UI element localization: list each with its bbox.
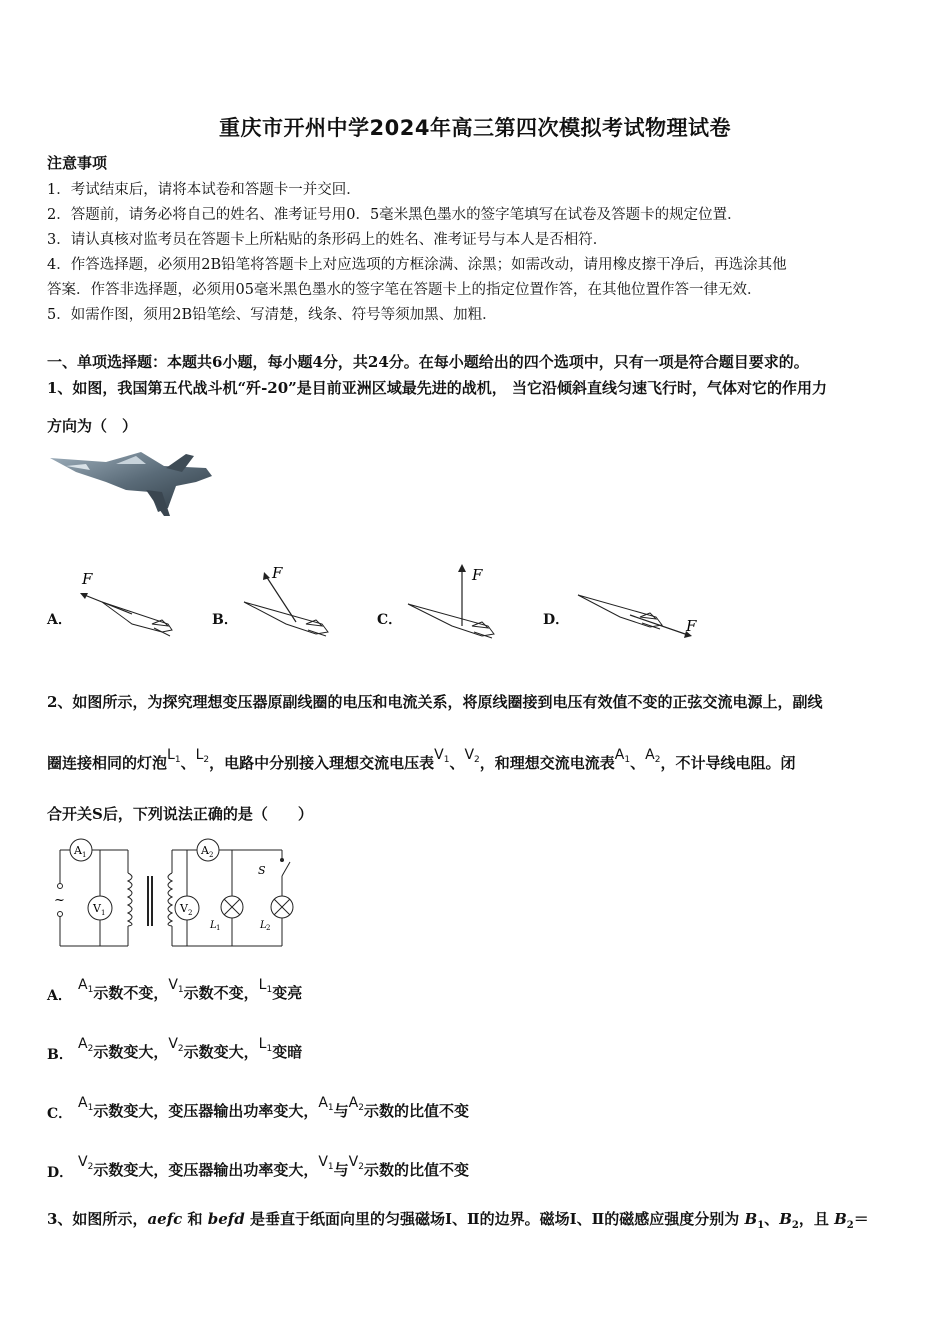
svg-text:1: 1	[216, 924, 221, 932]
page-title: 重庆市开州中学2024年高三第四次模拟考试物理试卷	[219, 116, 731, 140]
q2-option-a-label: A．	[47, 988, 72, 1004]
svg-text:2: 2	[266, 924, 271, 932]
q2-option-d-text: $V_2$示数变大，变压器输出功率变大，$V_1$与$V_2$示数的比值不变	[78, 1154, 469, 1179]
notice-item: 3．请认真核对监考员在答题卡上所粘贴的条形码上的姓名、准考证号与本人是否相符．	[47, 232, 608, 248]
notice-item: 5．如需作图，须用2B铅笔绘、写清楚，线条、符号等须加黑、加粗．	[47, 307, 497, 323]
q2-option-c-label: C．	[47, 1106, 73, 1122]
svg-text:V: V	[93, 902, 101, 915]
q2-stem-line3: 合开关S后，下列说法正确的是（ ）	[47, 805, 313, 823]
notice-item: 答案．作答非选择题，必须用05毫米黑色墨水的签字笔在答题卡上的指定位置作答，在其他位置作答一律无效．	[47, 282, 762, 298]
q2-stem-line1: 2、如图所示，为探究理想变压器原副线圈的电压和电流关系，将原线圈接到电压有效值不变的正弦交流电源上，副线	[47, 693, 823, 711]
q2-option-a-text: $A_1$示数不变，$V_1$示数不变，$L_1$变亮	[78, 977, 303, 1002]
q1-option-b-diagram	[236, 562, 346, 642]
notice-heading: 注意事项	[47, 154, 108, 172]
q1-stem-line1: 1、如图，我国第五代战斗机“歼-20”是目前亚洲区域最先进的战机， 当它沿倾斜直线匀速飞行时，气体对它的作用力	[47, 379, 828, 397]
jet-fighter-image	[46, 446, 216, 522]
q1-option-c-diagram	[402, 560, 512, 645]
q2-option-d-label: D．	[47, 1165, 74, 1181]
svg-text:2: 2	[188, 909, 193, 917]
q1-option-c-label: C．	[377, 612, 403, 628]
q2-option-b-text: $A_2$示数变大，$V_2$示数变大，$L_1$变暗	[78, 1036, 303, 1061]
svg-text:2: 2	[209, 851, 214, 859]
force-label: F	[272, 564, 283, 582]
svg-text:S: S	[258, 864, 266, 877]
notice-item: 1．考试结束后，请将本试卷和答题卡一并交回．	[47, 182, 361, 198]
force-label: F	[686, 617, 697, 635]
q2-option-c-text: $A_1$示数变大，变压器输出功率变大，$A_1$与$A_2$示数的比值不变	[78, 1095, 469, 1120]
section-heading: 一、单项选择题：本题共6小题，每小题4分，共24分。在每小题给出的四个选项中，只有一项是符合题目要求的。	[47, 353, 809, 371]
svg-text:A: A	[74, 844, 82, 857]
q1-option-d-diagram	[570, 585, 705, 645]
svg-text:~: ~	[54, 893, 65, 908]
svg-text:1: 1	[101, 909, 106, 917]
q1-stem-line2: 方向为（ ）	[47, 417, 138, 435]
q1-option-a-diagram	[72, 566, 182, 641]
svg-text:A: A	[201, 844, 209, 857]
force-label: F	[472, 566, 483, 584]
q2-stem-line2: 圈连接相同的灯泡$L_1$、$L_2$，电路中分别接入理想交流电压表$V_1$、$V_2$，和理想交流电流表$A_1$、$A_2$，不计导线电阻。闭	[47, 747, 796, 772]
transformer-circuit-diagram	[50, 838, 300, 953]
q2-option-b-label: B．	[47, 1047, 73, 1063]
q1-option-a-label: A．	[47, 612, 72, 628]
q1-option-b-label: B．	[212, 612, 238, 628]
notice-item: 4．作答选择题，必须用2B铅笔将答题卡上对应选项的方框涂满、涂黑；如需改动，请用橡皮擦干净后，再选涂其他	[47, 257, 787, 273]
svg-text:1: 1	[82, 851, 87, 859]
svg-text:L: L	[210, 920, 217, 931]
notice-item: 2．答题前，请务必将自己的姓名、准考证号用0．5毫米黑色墨水的签字笔填写在试卷及答题卡的规定位置．	[47, 207, 742, 223]
q3-stem-line1: 3、如图所示，aefc 和 befd 是垂直于纸面向里的匀强磁场Ⅰ、Ⅱ的边界。磁场Ⅰ、Ⅱ的磁感应强度分别为 $B_1$、$B_2$，且 $B_2=$	[47, 1210, 869, 1231]
svg-text:L: L	[260, 920, 267, 931]
q1-option-d-label: D．	[543, 612, 570, 628]
force-label: F	[82, 570, 93, 588]
svg-text:V: V	[180, 902, 188, 915]
